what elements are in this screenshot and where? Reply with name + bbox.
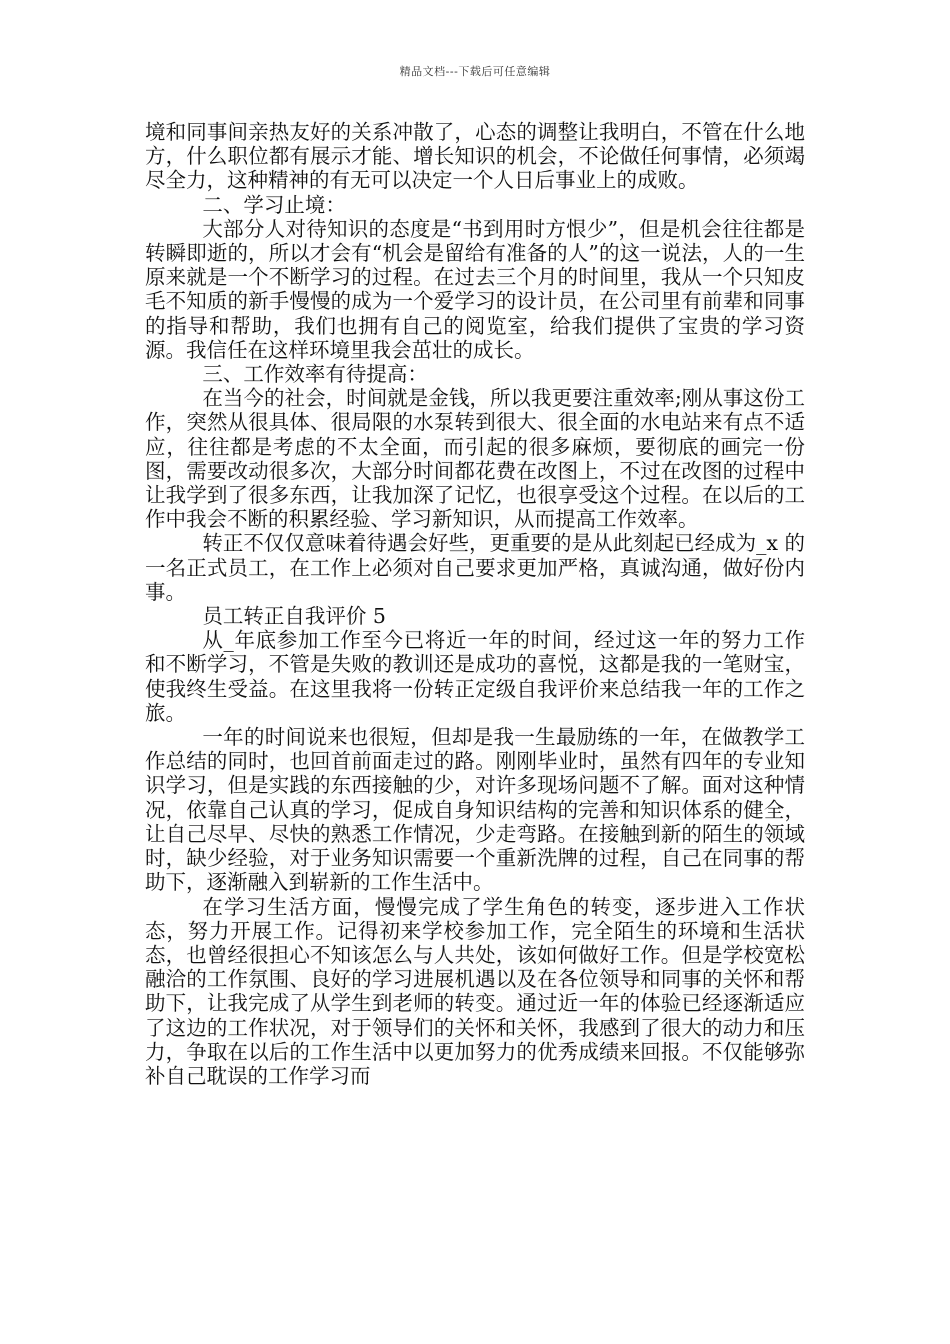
- paragraph: 在学习生活方面，慢慢完成了学生角色的转变，逐步进入工作状态，努力开展工作。记得初来学校参加工作，完全陌生的环境和生活状态，也曾经很担心不知该怎么与人共处，该如何做好工作。但是学校宽松融洽的工作氛围、良好的学习进展机遇以及在各位领导和同事的关怀和帮助下，让我完成了从学生到老师的转变。通过近一年的体验已经逐渐适应了这边的工作状况，对于领导们的关怀和关怀，我感到了很大的动力和压力，争取在以后的工作生活中以更加努力的优秀成绩来回报。不仅能够弥补自己耽误的工作学习而: [145, 894, 805, 1088]
- paragraph: 在当今的社会，时间就是金钱，所以我更要注重效率;刚从事这份工作，突然从很具体、很局限的水泵转到很大、很全面的水电站来有点不适应，往往都是考虑的不太全面，而引起的很多麻烦，要彻底的画完一份图，需要改动很多次，大部分时间都花费在改图上，不过在改图的过程中让我学到了很多东西，让我加深了记忆，也很享受这个过程。在以后的工作中我会不断的积累经验、学习新知识，从而提高工作效率。: [145, 386, 805, 532]
- paragraph: 转正不仅仅意味着待遇会好些，更重要的是从此刻起已经成为_x 的一名正式员工，在工作上必须对自己要求更加严格，真诚沟通，做好份内事。: [145, 531, 805, 604]
- paragraph: 境和同事间亲热友好的关系冲散了，心态的调整让我明白，不管在什么地方，什么职位都有展示才能、增长知识的机会，不论做任何事情，必须竭尽全力，这种精神的有无可以决定一个人日后事业上的成败。: [145, 120, 805, 193]
- page-header: 精品文档---下载后可任意编辑: [399, 65, 551, 78]
- paragraph: 一年的时间说来也很短，但却是我一生最励练的一年，在做教学工作总结的同时，也回首前面走过的路。刚刚毕业时，虽然有四年的专业知识学习，但是实践的东西接触的少，对许多现场问题不了解。面对这种情况，依靠自己认真的学习，促成自身知识结构的完善和知识体系的健全，让自己尽早、尽快的熟悉工作情况，少走弯路。在接触到新的陌生的领域时，缺少经验，对于业务知识需要一个重新洗牌的过程，自己在同事的帮助下，逐渐融入到崭新的工作生活中。: [145, 725, 805, 895]
- document-body: [145, 120, 805, 1088]
- section-heading: 三、工作效率有待提高：: [202, 362, 428, 387]
- paragraph: 大部分人对待知识的态度是“书到用时方恨少”，但是机会往往都是转瞬即逝的，所以才会有“机会是留给有准备的人”的这一说法，人的一生原来就是一个不断学习的过程。在过去三个月的时间里，我从一个只知皮毛不知质的新手慢慢的成为一个爱学习的设计员，在公司里有前辈和同事的指导和帮助，我们也拥有自己的阅览室，给我们提供了宝贵的学习资源。我信任在这样环境里我会茁壮的成长。: [145, 216, 805, 362]
- paragraph: 从_年底参加工作至今已将近一年的时间，经过这一年的努力工作和不断学习，不管是失败的教训还是成功的喜悦，这都是我的一笔财宝，使我终生受益。在这里我将一份转正定级自我评价来总结我一年的工作之旅。: [145, 628, 805, 725]
- section-heading: 员工转正自我评价 5: [202, 604, 386, 629]
- section-heading: 二、学习止境：: [202, 192, 346, 217]
